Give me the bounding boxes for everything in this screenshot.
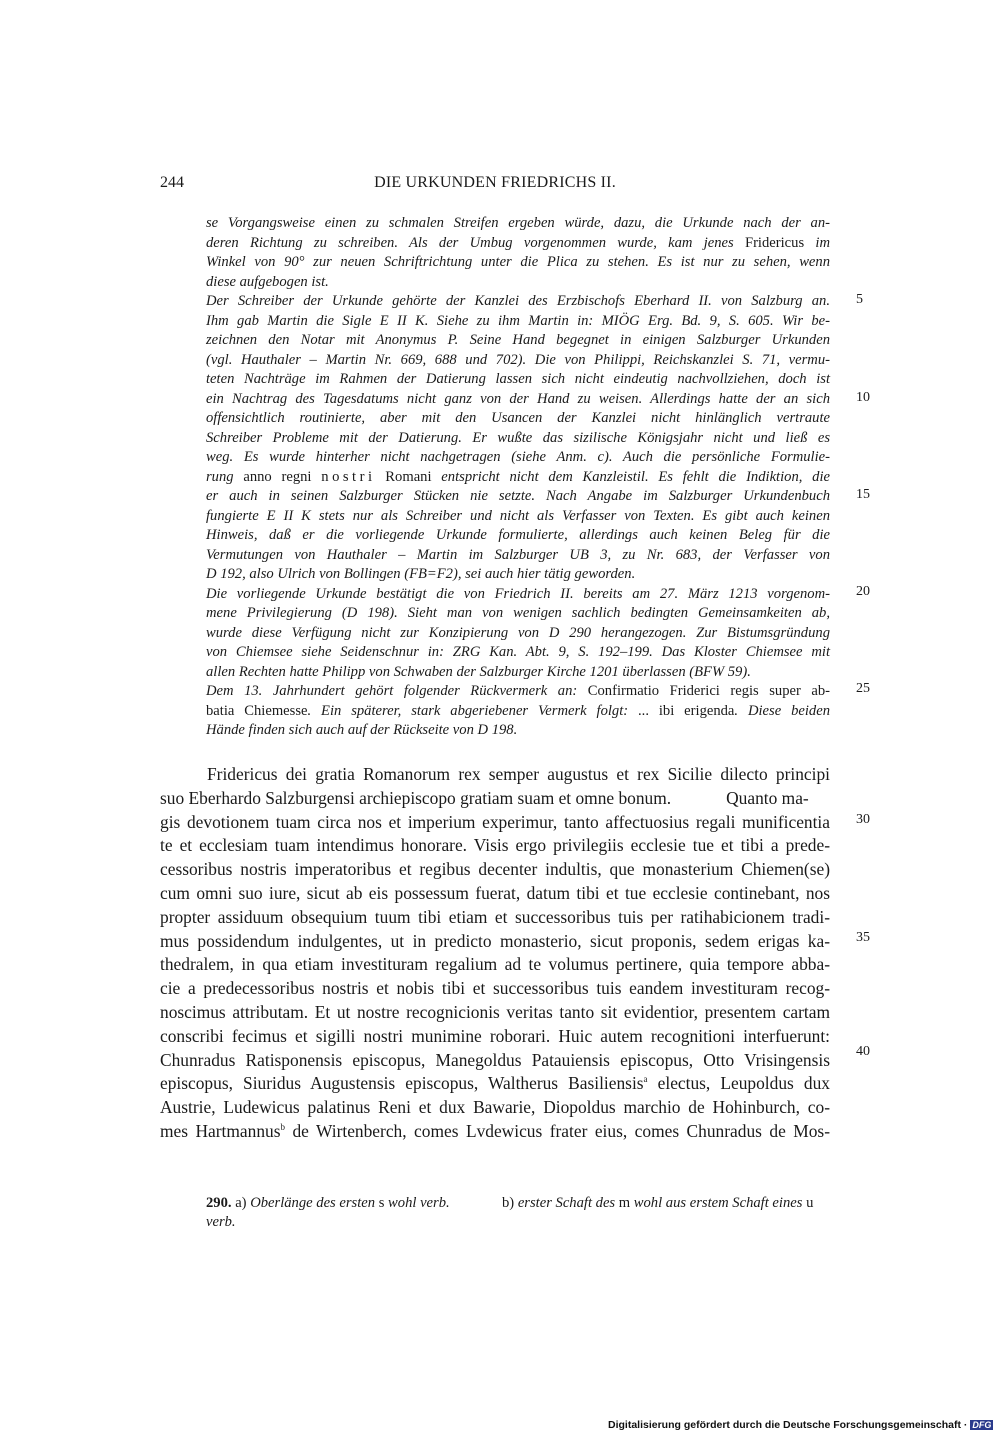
commentary-line: se Vorgangsweise einen zu schmalen Streifen ergeben würde, dazu, die Urkunde nach der an-: [206, 215, 830, 231]
charter-line: Austrie, Ludewicus palatinus Reni et dux Bawarie, Diopoldus marchio de Hohinburch, co-: [160, 1097, 830, 1118]
commentary-line: Hinweis, daß er die vorliegende Urkunde formulierte, allerdings auch keinen Beleg für die: [206, 527, 830, 543]
commentary-line: Ihm gab Martin die Sigle E II K. Siehe zu ihm Martin in: MIÖG Erg. Bd. 9, S. 605. Wir be-: [206, 312, 830, 329]
charter-line: Chunradus Ratisponensis episcopus, Manegoldus Patauiensis episcopus, Otto Vrisingensis: [160, 1049, 830, 1070]
commentary-line: Der Schreiber der Urkunde gehörte der Kanzlei des Erzbischofs Eberhard II. von Salzburg an.: [206, 293, 830, 309]
commentary-line: Winkel von 90° zur neuen Schriftrichtung unter die Plica zu stehen. Es ist nur zu sehen, wenn: [206, 254, 830, 270]
footnote-ref-a: a: [643, 1074, 648, 1085]
commentary-line: batia Chiemesse. Ein späterer, stark abgeriebener Vermerk folgt: ... ibi erigenda. Diese beiden: [206, 702, 830, 719]
charter-line: conscribi fecimus et sigilli nostri munimine roborari. Huic autem recognitioni interfuerunt:: [160, 1025, 830, 1046]
charter-line: noscimus attributam. Et ut nostre recognicionis veritas tanto sit evidentior, presentem cartam: [160, 1001, 830, 1022]
footnote-ref-b: b: [280, 1122, 285, 1133]
commentary-line: Schreiber Probleme mit der Datierung. Er wußte das sizilische Königsjahr nicht und ließ es: [206, 429, 830, 446]
commentary-line: offensichtlich routinierte, aber mit den Usancen der Kanzlei nicht hinlänglich vertraute: [206, 410, 830, 426]
commentary-line: (vgl. Hauthaler – Martin Nr. 669, 688 und 702). Die von Philippi, Reichskanzlei S. 71, vermu-: [206, 351, 830, 368]
commentary-line: weg. Es wurde hinterher nicht nachgetragen (siehe Anm. c). Auch die persönliche Formulie-: [206, 449, 830, 465]
dfg-logo: DFG: [972, 1420, 992, 1430]
charter-line: Fridericus dei gratia Romanorum rex semper augustus et rex Sicilie dilecto principi: [207, 764, 830, 784]
page-header: [160, 174, 830, 196]
line-number: 20: [856, 584, 870, 599]
commentary-line: Hände finden sich auch auf der Rückseite von D 198.: [206, 722, 518, 738]
line-number: 5: [856, 292, 863, 307]
line-number: 15: [856, 487, 870, 502]
charter-line: episcopus, Siuridus Augustensis episcopus, Waltherus Basiliensis$^a$ electus, Leupoldus dux: [160, 1073, 830, 1094]
commentary-line: Dem 13. Jahrhundert gehört folgender Rückvermerk an: Confirmatio Friderici regis super ab-: [206, 683, 831, 699]
charter-line: thedralem, in qua etiam investituram regalium ad te volumus pertinere, quia tempore abba-: [160, 954, 830, 975]
charter-line: cessoribus nostris imperatoribus et regibus decenter indultis, que monasterium Chiemen(se): [160, 859, 830, 880]
charter-line: mus possidendum indulgentes, ut in predicto monasterio, sicut proponis, sedem erigas ka-: [160, 930, 830, 951]
commentary-line: diese aufgebogen ist.: [206, 273, 329, 290]
commentary-line: ein Nachtrag des Tagesdatums nicht ganz von der Hand zu weisen. Allerdings hatte der an sich: [206, 390, 830, 407]
commentary-block: [206, 214, 830, 741]
footnote-number: 290.: [206, 1195, 232, 1211]
footnotes: 290. a) Oberlänge des ersten s wohl verb. b) erster Schaft des m wohl aus erstem Schaft eines u verb.: [206, 1195, 814, 1230]
charter-line: suo Eberhardo Salzburgensi archiepiscopo gratiam suam et omne bonum. Quanto ma-: [160, 787, 809, 808]
page-number: 244: [160, 174, 184, 191]
commentary-line: er auch in seinen Salzburger Stücken nie setzte. Nach Angabe im Salzburger Urkundenbuch: [206, 488, 830, 504]
commentary-line: rung anno regni nostri Romani entspricht nicht dem Kanzleistil. Es fehlt die Indiktion, die: [206, 468, 831, 485]
charter-line: cie a predecessoribus nostris et nobis tibi et successoribus tuis eandem investituram recog-: [160, 978, 830, 999]
commentary-line: Die vorliegende Urkunde bestätigt die von Friedrich II. bereits am 27. März 1213 vorgenom-: [206, 585, 830, 602]
line-number: 35: [856, 930, 870, 945]
running-title: DIE URKUNDEN FRIEDRICHS II.: [374, 174, 616, 191]
commentary-line: fungierte E II K stets nur als Schreiber und nicht als Verfasser von Texten. Es gibt auch keinen: [206, 507, 830, 524]
commentary-line: wurde diese Verfügung nicht zur Konzipierung von D 290 herangezogen. Zur Bistumsgründung: [206, 624, 830, 641]
commentary-line: Vermutungen von Hauthaler – Martin im Salzburger UB 3, zu Nr. 683, der Verfasser von: [206, 546, 830, 563]
charter-line: mes Hartmannus$^b$ de Wirtenberch, comes Lvdewicus frater eius, comes Chunradus de Mos-: [160, 1120, 830, 1141]
commentary-line: von Chiemsee siehe Seidenschnur in: ZRG Kan. Abt. 9, S. 192–199. Das Kloster Chiemsee mit: [206, 644, 830, 660]
commentary-line: zeichnen den Notar mit Anonymus P. Seine Hand begegnet in einigen Salzburger Urkunden: [206, 332, 830, 348]
line-number: 30: [856, 812, 870, 827]
charter-line: cum omni suo iure, sicut ab eis possessum fuerat, datum tibi et tue ecclesie continebant, nos: [160, 882, 830, 903]
commentary-line: allen Rechten hatte Philipp von Schwaben der Salzburger Kirche 1201 überlassen (BFW 59).: [206, 663, 751, 680]
dfg-footer: Digitalisierung gefördert durch die Deutsche Forschungsgemeinschaft · DFG: [608, 1419, 992, 1431]
commentary-line: teten Nachträge im Rahmen der Datierung lassen sich nicht eindeutig nachvollziehen, doch ist: [206, 371, 830, 387]
charter-line: gis devotionem tuam circa nos et imperium experimur, tanto affectuosius regali munificentia: [160, 811, 830, 832]
line-number: 25: [856, 681, 870, 696]
commentary-line: deren Richtung zu schreiben. Als der Umbug vorgenommen wurde, kam jenes Fridericus im: [206, 234, 830, 251]
charter-line: te et ecclesiam tuam intendimus honorare. Visis ergo privilegiis ecclesie tue et tibi a prede-: [160, 835, 830, 856]
commentary-line: D 192, also Ulrich von Bollingen (FB=F2), sei auch hier tätig geworden.: [206, 566, 636, 582]
line-number: 40: [856, 1044, 870, 1059]
charter-line: propter assiduum obsequium tuum tibi etiam et successoribus tuis per ratihabicionem tradi-: [160, 906, 830, 927]
charter-text: [160, 763, 830, 1144]
commentary-line: mene Privilegierung (D 198). Sieht man von wenigen sachlich bedingten Gemeinsamkeiten ab,: [206, 605, 830, 621]
line-number: 10: [856, 390, 870, 405]
